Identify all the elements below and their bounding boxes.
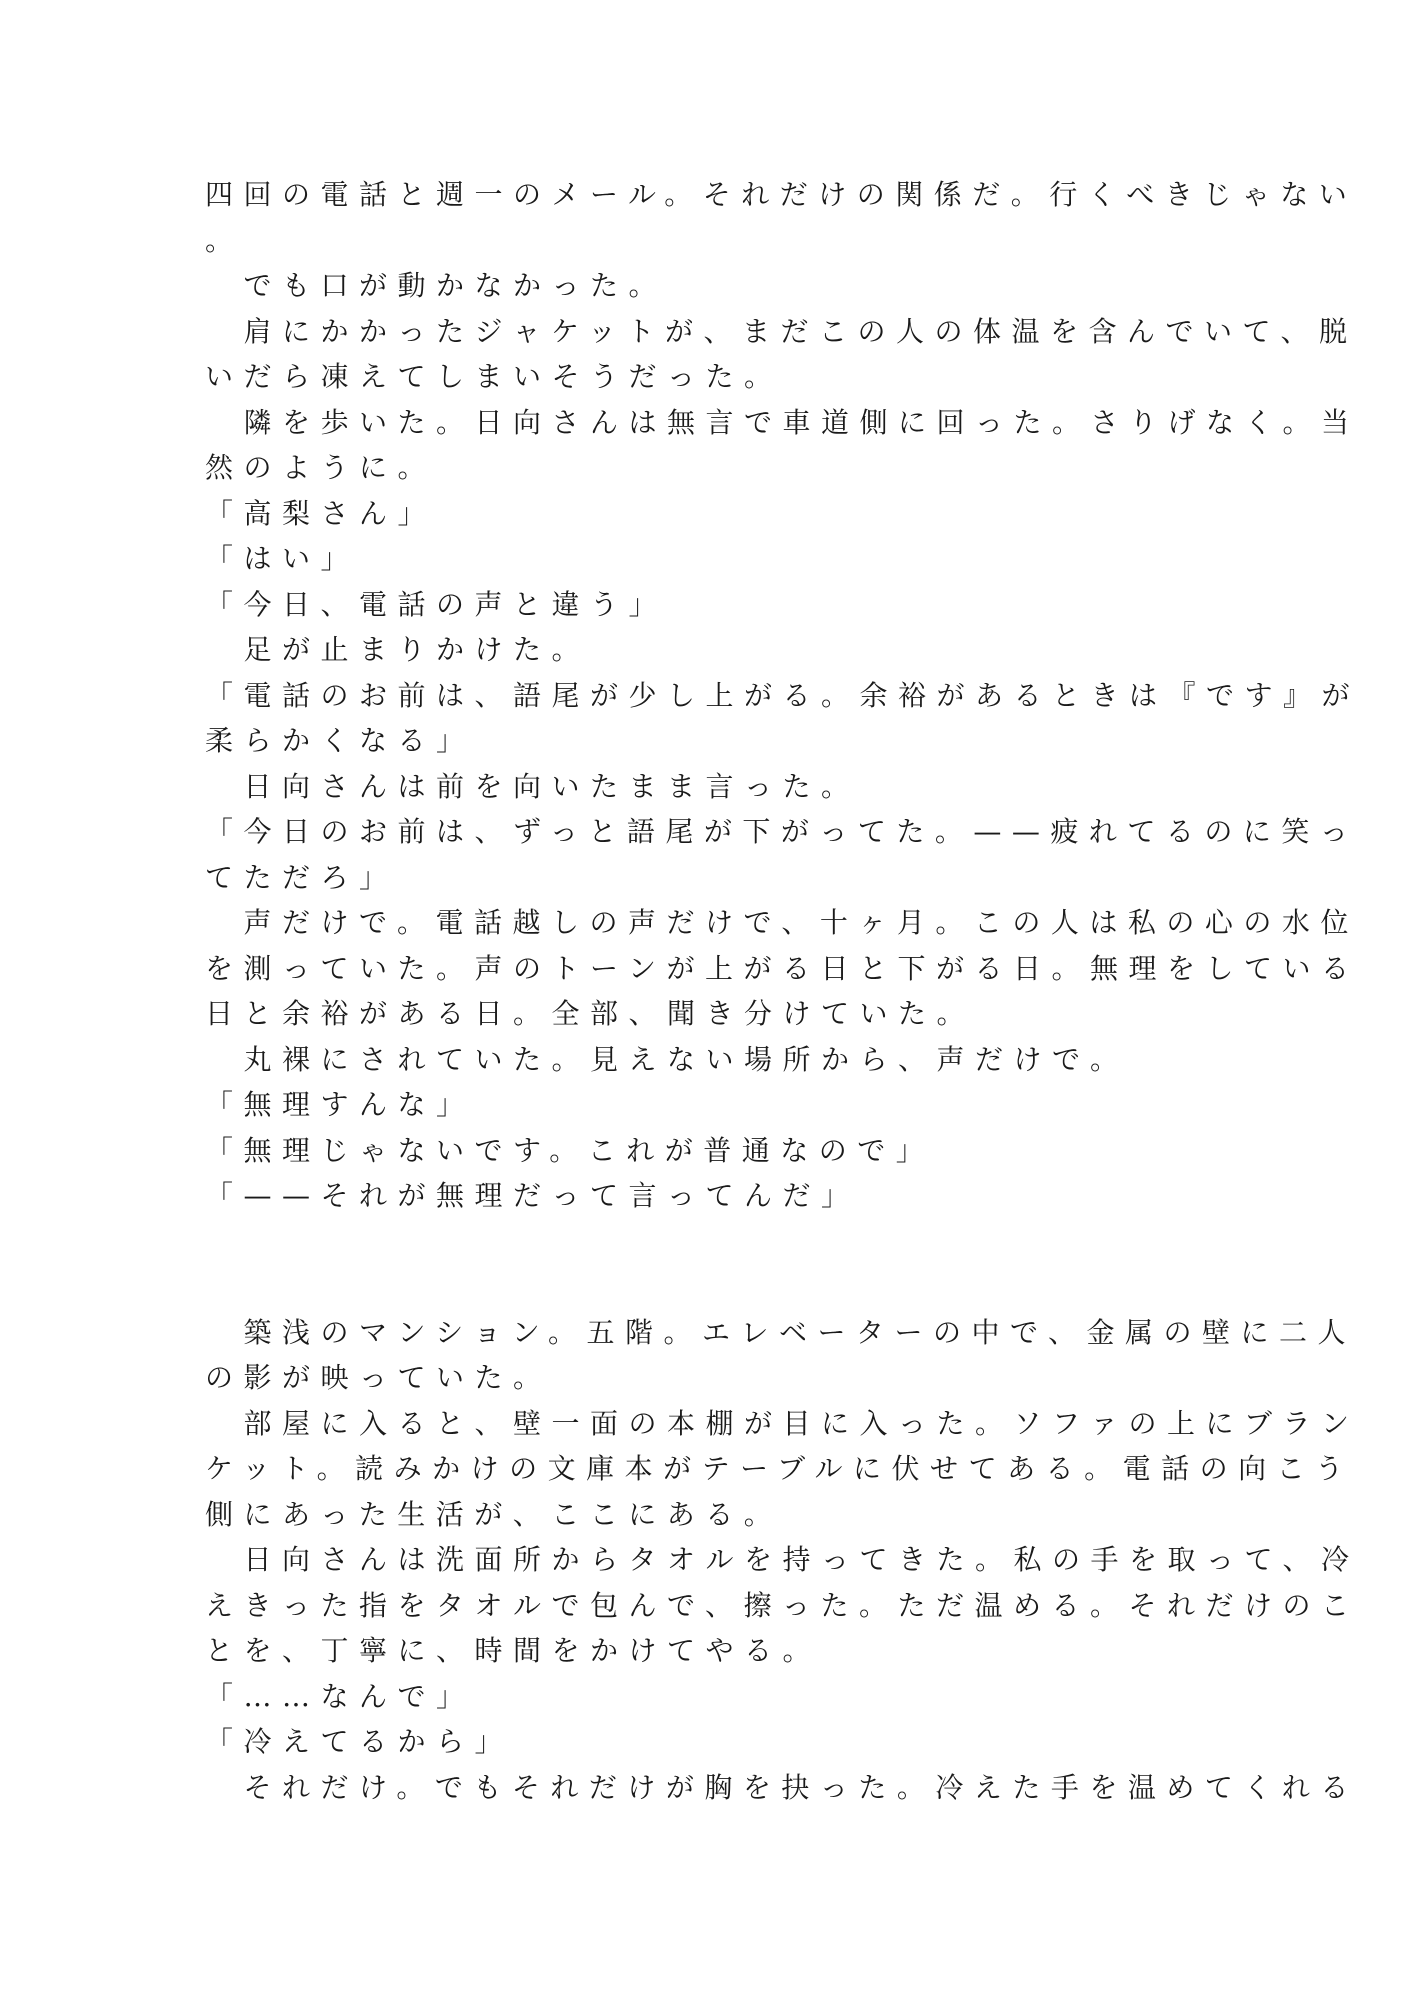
text-line: 「無理すんな」 [205, 1088, 475, 1121]
text-line: 「電話のお前は、語尾が少し上がる。余裕があるときは『です』が [205, 678, 1361, 712]
text-line: 日向さんは洗面所からタオルを持ってきた。私の手を取って、冷 [205, 1543, 1360, 1576]
text-line: 部屋に入ると、壁一面の本棚が目に入った。ソファの上にブラン [205, 1406, 1360, 1440]
text-line: 「高梨さん」 [205, 496, 437, 530]
text-line: 然のように。 [205, 451, 437, 484]
text-line: ケット。読みかけの文庫本がテーブルに伏せてある。電話の向こう [205, 1452, 1354, 1485]
text-line: 「無理じゃないです。これが普通なので」 [205, 1133, 935, 1167]
text-line: 「……なんで」 [205, 1679, 475, 1713]
text-line: えきった指をタオルで包んで、擦った。ただ温める。それだけのこ [205, 1588, 1360, 1622]
text-line: の影が映っていた。 [205, 1361, 552, 1394]
text-line: 丸裸にされていた。見えない場所から、声だけで。 [205, 1042, 1129, 1076]
text-line: でも口が動かなかった。 [205, 269, 668, 302]
text-line: 「冷えてるから」 [205, 1725, 514, 1758]
text-line: それだけ。でもそれだけが胸を抉った。冷えた手を温めてくれる [205, 1770, 1359, 1804]
text-line: 声だけで。電話越しの声だけで、十ヶ月。この人は私の心の水位 [205, 906, 1359, 939]
text-line: 「今日、電話の声と違う」 [205, 587, 668, 621]
text-line: とを、丁寧に、時間をかけてやる。 [205, 1634, 822, 1667]
text-line: 隣を歩いた。日向さんは無言で車道側に回った。さりげなく。当 [205, 405, 1360, 439]
text-line: 「——それが無理だって言ってんだ」 [205, 1179, 860, 1212]
text-line: てただろ」 [205, 860, 398, 894]
novel-text [205, 172, 1361, 1810]
text-line: 四回の電話と週一のメール。それだけの関係だ。行くべきじゃない [205, 178, 1358, 211]
text-line: 「はい」 [205, 542, 360, 575]
text-line: いだら凍えてしまいそうだった。 [205, 360, 783, 393]
text-line: 足が止まりかけた。 [205, 633, 591, 666]
text-line: 「今日のお前は、ずっと語尾が下がってた。——疲れてるのに笑っ [205, 815, 1359, 848]
text-line: 側にあった生活が、ここにある。 [205, 1497, 783, 1531]
text-line: 。 [205, 223, 244, 257]
text-line: 肩にかかったジャケットが、まだこの人の体温を含んでいて、脱 [205, 314, 1358, 348]
text-line: 日と余裕がある日。全部、聞き分けていた。 [205, 997, 976, 1030]
section-break [205, 1219, 1185, 1310]
text-line: 築浅のマンション。五階。エレベーターの中で、金属の壁に二人 [205, 1315, 1356, 1349]
text-line: 日向さんは前を向いたまま言った。 [205, 769, 860, 803]
text-line: を測っていた。声のトーンが上がる日と下がる日。無理をしている [205, 951, 1360, 985]
text-line: 柔らかくなる」 [205, 724, 475, 757]
